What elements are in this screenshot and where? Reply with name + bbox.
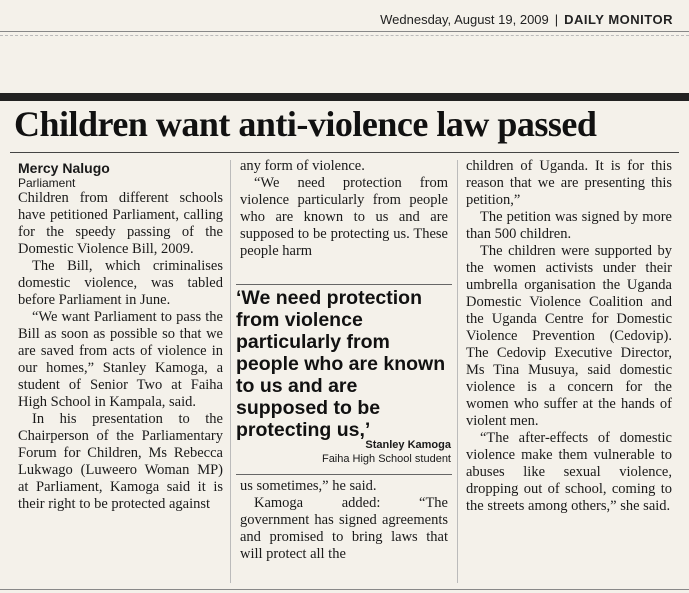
newspaper-name: DAILY MONITOR <box>564 12 673 27</box>
paragraph: Children from different schools have petitioned Parliament, calling for the speedy passing of the Domestic Violence Bill, 2009. <box>18 190 223 257</box>
column-3 <box>466 158 672 515</box>
masthead <box>380 12 673 27</box>
paragraph: us sometimes,” he said. <box>240 478 377 494</box>
column-divider <box>457 160 458 583</box>
paragraph: “We want Parliament to pass the Bill as soon as possible so that we are saved from acts of violence in our homes,” Stanley Kamoga, a student of Senior Two at Faiha High School in Kampala, said. <box>18 309 223 410</box>
paragraph: In his presentation to the Chairperson of the Parliamentary Forum for Children, Ms Rebecca Lukwago (Luweero Woman MP) at Parliament, Kamoga said it is their right to be protected against <box>18 411 223 512</box>
paragraph: “We need protection from violence particularly from people who are known to us and are supposed to be protecting us. These people harm <box>240 175 448 259</box>
byline-department: Parliament <box>18 176 76 190</box>
pullquote-rule-top <box>236 284 452 285</box>
paragraph: “The after-effects of domestic violence make them vulnerable to abuses like sexual violence, dropping out of school, coming to the streets among others,” she said. <box>466 430 672 514</box>
paragraph: The children were supported by the women activists under their umbrella organisation the Uganda Domestic Violence Coalition and the Uganda Centre for Domestic Violence Prevention (Cedovip). The Cedovip Executive Director, Ms Tina Musuya, said domestic violence is a concern for the women who suffer at the hands of violent men. <box>466 243 672 429</box>
headline: Children want anti-violence law passed <box>14 104 597 144</box>
issue-date: Wednesday, August 19, 2009 <box>380 12 549 27</box>
headline-rule <box>10 152 679 153</box>
column-2-bottom <box>240 478 448 563</box>
pullquote-attribution <box>322 438 451 466</box>
paragraph: any form of violence. <box>240 158 365 174</box>
paragraph: The petition was signed by more than 500 children. <box>466 209 672 242</box>
column-divider <box>230 160 231 583</box>
pullquote-rule-bottom <box>236 474 452 475</box>
paragraph: The Bill, which criminalises domestic violence, was tabled before Parliament in June. <box>18 258 223 308</box>
pullquote: ‘We need protection from violence particularly from people who are known to us and are supposed to be protecting us,’ <box>236 287 446 441</box>
byline-author: Mercy Nalugo <box>18 160 110 176</box>
byline <box>18 160 110 190</box>
column-1 <box>18 190 223 513</box>
masthead-rule <box>0 31 689 32</box>
pullquote-name: Stanley Kamoga <box>365 439 451 451</box>
bottom-rule <box>0 589 689 590</box>
paragraph: children of Uganda. It is for this reason that we are presenting this petition,” <box>466 158 672 208</box>
pullquote-role: Faiha High School student <box>321 453 451 465</box>
paragraph: Kamoga added: “The government has signed agreements and promised to bring laws that will protect all the <box>240 495 448 562</box>
column-2-top <box>240 158 448 260</box>
headline-bar <box>0 93 689 101</box>
masthead-separator: | <box>554 12 559 27</box>
dashed-rule <box>0 35 689 36</box>
